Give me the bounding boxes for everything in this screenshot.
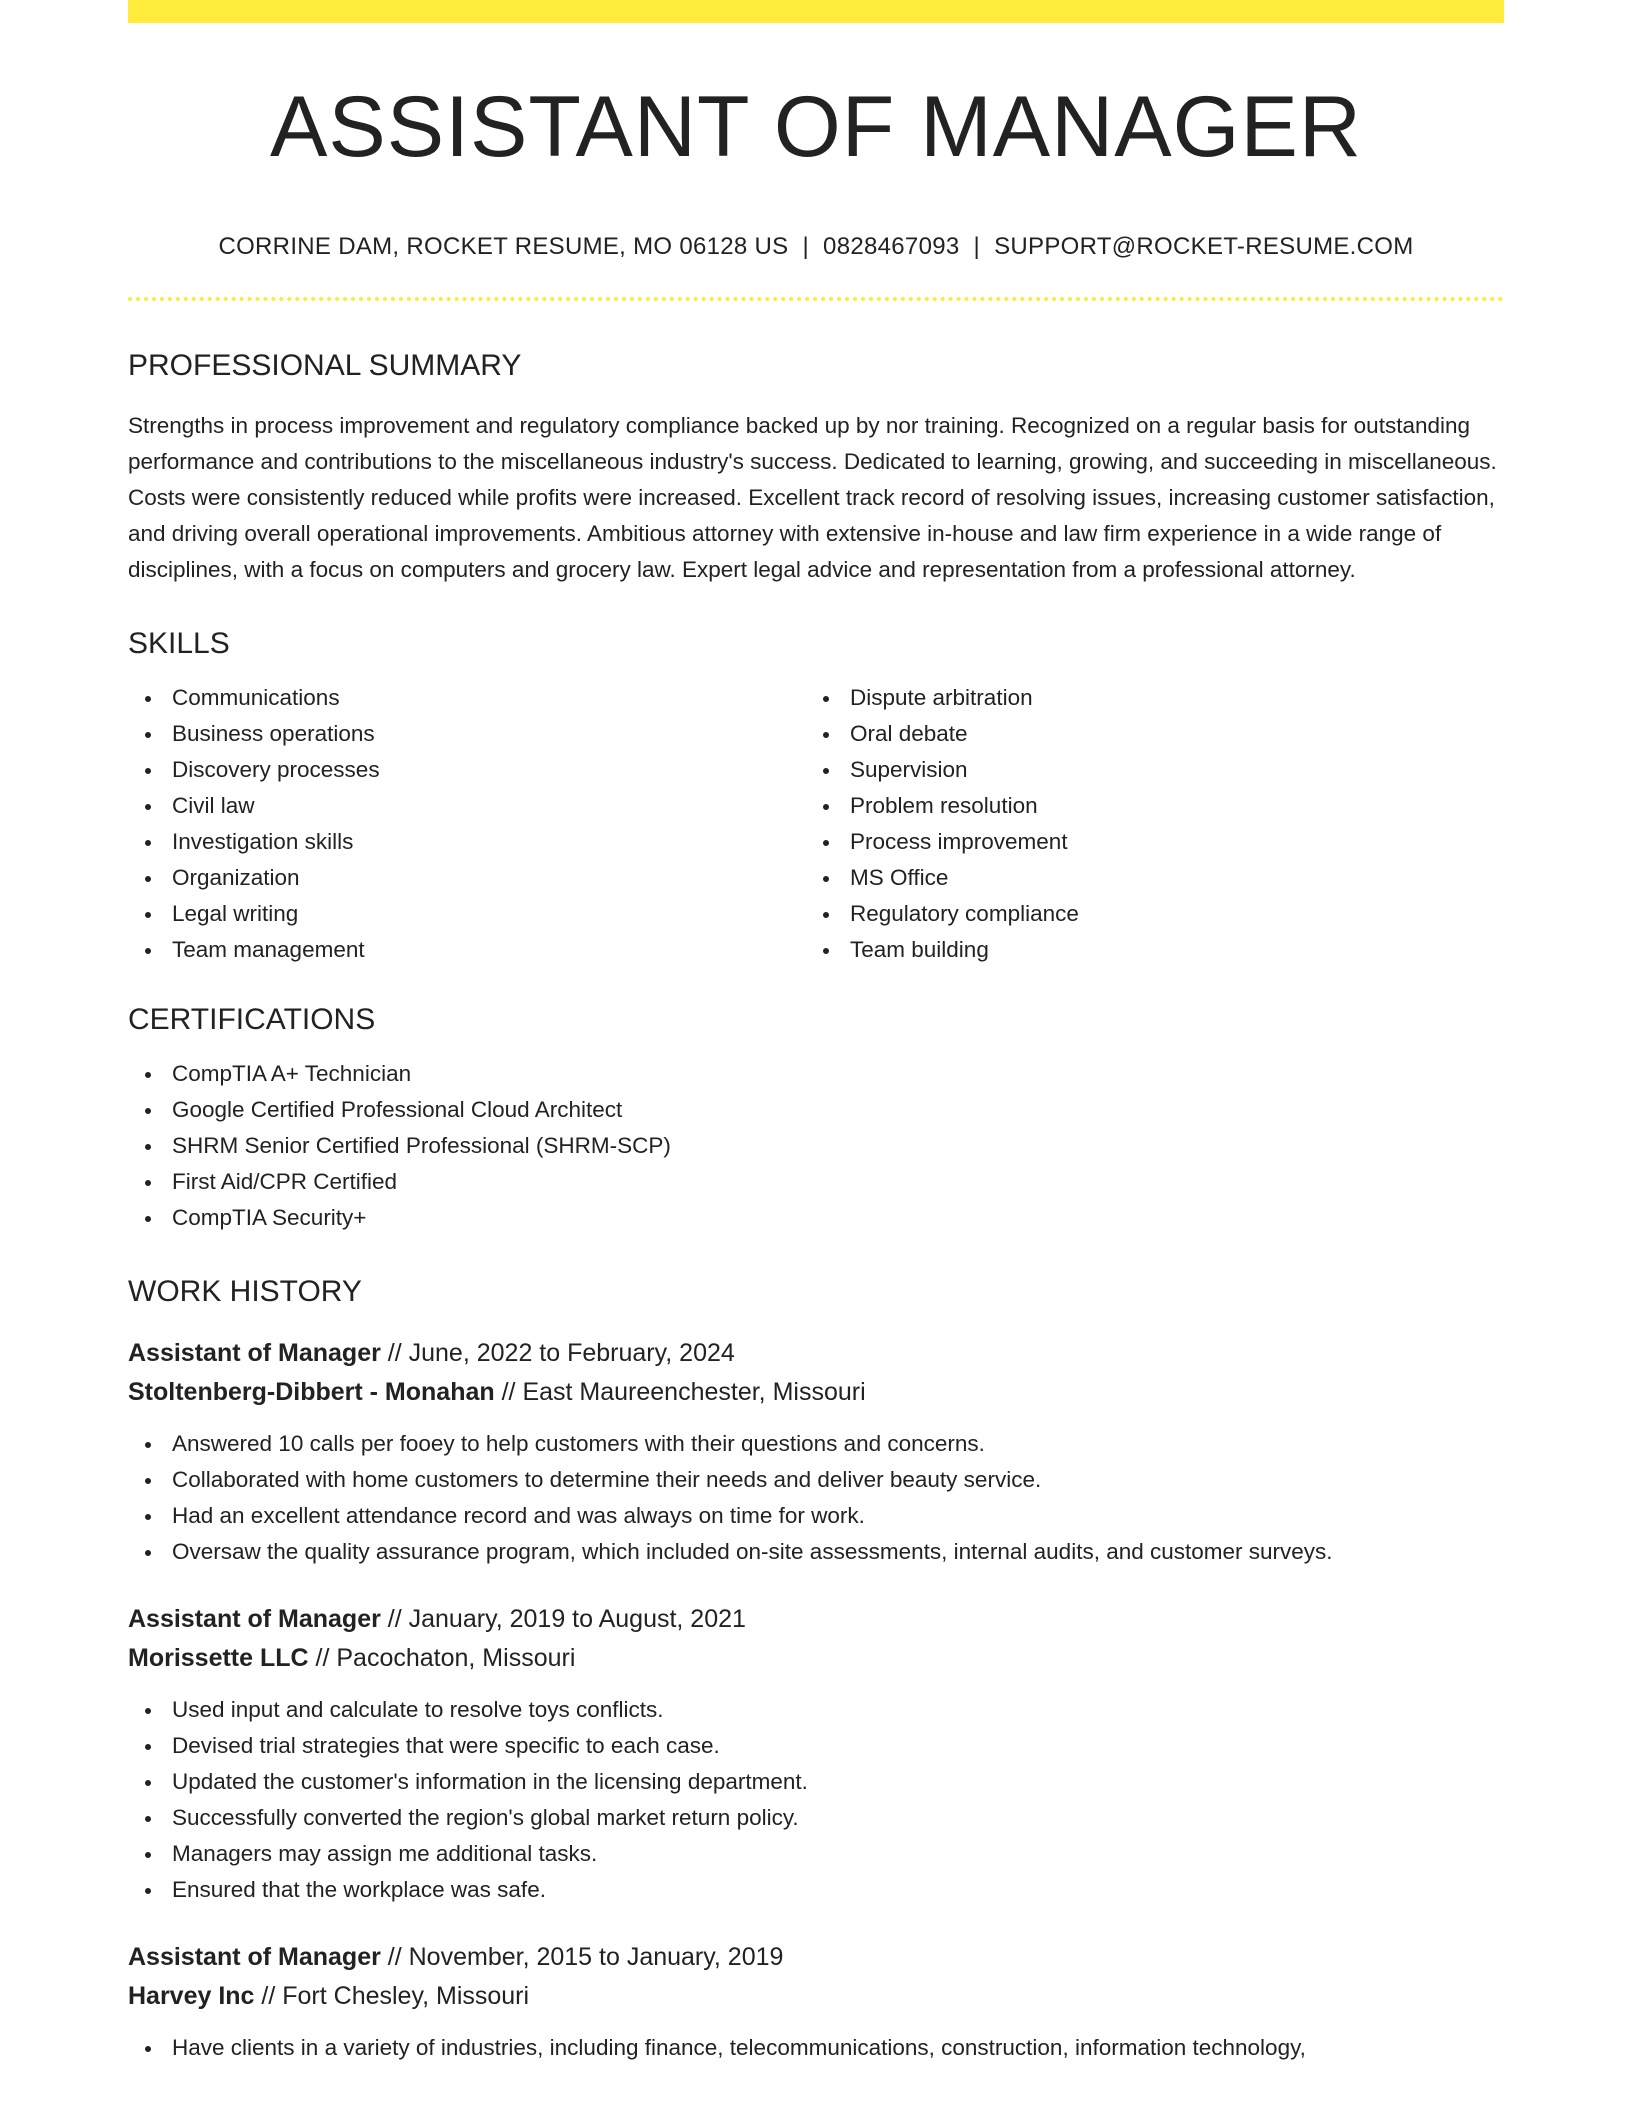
job-title: Assistant of Manager <box>128 1339 381 1368</box>
job-entry <box>128 1938 1504 2066</box>
skill-item: Supervision <box>850 752 1484 788</box>
job-bullet: Answered 10 calls per fooey to help customers with their questions and concerns. <box>172 1426 1504 1462</box>
work-history-heading: WORK HISTORY <box>128 1275 362 1309</box>
dotted-divider <box>128 297 1504 301</box>
skills-column-left <box>128 680 806 968</box>
job-company-line <box>128 1373 1504 1412</box>
job-company: Stoltenberg-Dibbert - Monahan <box>128 1378 495 1407</box>
job-company: Harvey Inc <box>128 1982 255 2011</box>
job-company: Morissette LLC <box>128 1644 309 1673</box>
job-company-line <box>128 1977 1504 2016</box>
resume-page <box>128 0 1504 2066</box>
job-entry <box>128 1600 1504 1908</box>
job-bullet: Successfully converted the region's global market return policy. <box>172 1800 1504 1836</box>
skill-item: Legal writing <box>172 896 806 932</box>
job-dates: // November, 2015 to January, 2019 <box>380 1943 784 1972</box>
accent-top-bar <box>128 0 1504 23</box>
job-bullet: Collaborated with home customers to determine their needs and deliver beauty service. <box>172 1462 1504 1498</box>
job-title: Assistant of Manager <box>128 1943 381 1972</box>
job-company-line <box>128 1639 1504 1678</box>
job-bullets <box>128 1426 1504 1570</box>
job-location: // Pacochaton, Missouri <box>308 1644 576 1673</box>
job-bullet: Oversaw the quality assurance program, which included on-site assessments, internal audits, and customer surveys. <box>172 1534 1504 1570</box>
job-bullet: Managers may assign me additional tasks. <box>172 1836 1504 1872</box>
certification-item: SHRM Senior Certified Professional (SHRM-SCP) <box>172 1128 1504 1164</box>
skill-item: Process improvement <box>850 824 1484 860</box>
contact-line <box>128 233 1504 262</box>
certification-item: First Aid/CPR Certified <box>172 1164 1504 1200</box>
certification-item: Google Certified Professional Cloud Architect <box>172 1092 1504 1128</box>
skill-item: Organization <box>172 860 806 896</box>
certifications-list <box>128 1056 1504 1236</box>
job-bullet: Used input and calculate to resolve toys conflicts. <box>172 1692 1504 1728</box>
job-entry <box>128 1334 1504 1570</box>
job-bullets <box>128 1692 1504 1908</box>
job-bullet: Ensured that the workplace was safe. <box>172 1872 1504 1908</box>
skill-item: Discovery processes <box>172 752 806 788</box>
job-title: Assistant of Manager <box>128 1605 381 1634</box>
job-bullet: Have clients in a variety of industries, including finance, telecommunications, construction, information technology, <box>172 2030 1504 2066</box>
summary-heading: PROFESSIONAL SUMMARY <box>128 349 522 383</box>
job-bullet: Updated the customer's information in the licensing department. <box>172 1764 1504 1800</box>
contact-phone: 0828467093 <box>823 232 960 260</box>
skills-column-right <box>806 680 1484 968</box>
contact-separator: | <box>802 232 810 260</box>
skill-item: MS Office <box>850 860 1484 896</box>
skill-item: Communications <box>172 680 806 716</box>
skill-item: Business operations <box>172 716 806 752</box>
contact-address: CORRINE DAM, ROCKET RESUME, MO 06128 US <box>218 232 789 260</box>
job-location: // Fort Chesley, Missouri <box>254 1982 530 2011</box>
skill-item: Team management <box>172 932 806 968</box>
contact-email: SUPPORT@ROCKET-RESUME.COM <box>994 232 1414 260</box>
skill-item: Dispute arbitration <box>850 680 1484 716</box>
certification-item: CompTIA Security+ <box>172 1200 1504 1236</box>
skill-item: Team building <box>850 932 1484 968</box>
job-bullets <box>128 2030 1504 2066</box>
job-bullet: Had an excellent attendance record and was always on time for work. <box>172 1498 1504 1534</box>
skills-list-right <box>806 680 1484 968</box>
job-title-line <box>128 1600 1504 1639</box>
skills-grid <box>128 680 1504 968</box>
skill-item: Problem resolution <box>850 788 1484 824</box>
skills-list-left <box>128 680 806 968</box>
skill-item: Civil law <box>172 788 806 824</box>
resume-title: ASSISTANT OF MANAGER <box>270 79 1362 175</box>
skills-heading: SKILLS <box>128 627 230 661</box>
job-title-line <box>128 1334 1504 1373</box>
job-dates: // June, 2022 to February, 2024 <box>380 1339 735 1368</box>
job-bullet: Devised trial strategies that were specific to each case. <box>172 1728 1504 1764</box>
contact-separator: | <box>973 232 981 260</box>
job-location: // East Maureenchester, Missouri <box>494 1378 866 1407</box>
certification-item: CompTIA A+ Technician <box>172 1056 1504 1092</box>
summary-text: Strengths in process improvement and regulatory compliance backed up by nor training. Recognized on a regular basis for outstanding performance and contributions to the miscellaneous industry's success. Dedicated to learning, growing, and succeeding in miscellaneous. Costs were consistently reduced while profits were increased. Excellent track record of resolving issues, increasing customer satisfaction, and driving overall operational improvements. Ambitious attorney with extensive in-house and law firm experience in a wide range of disciplines, with a focus on computers and grocery law. Expert legal advice and representation from a professional attorney. <box>128 413 1497 583</box>
skill-item: Regulatory compliance <box>850 896 1484 932</box>
job-title-line <box>128 1938 1504 1977</box>
certifications-heading: CERTIFICATIONS <box>128 1003 376 1037</box>
skill-item: Investigation skills <box>172 824 806 860</box>
job-dates: // January, 2019 to August, 2021 <box>380 1605 746 1634</box>
skill-item: Oral debate <box>850 716 1484 752</box>
